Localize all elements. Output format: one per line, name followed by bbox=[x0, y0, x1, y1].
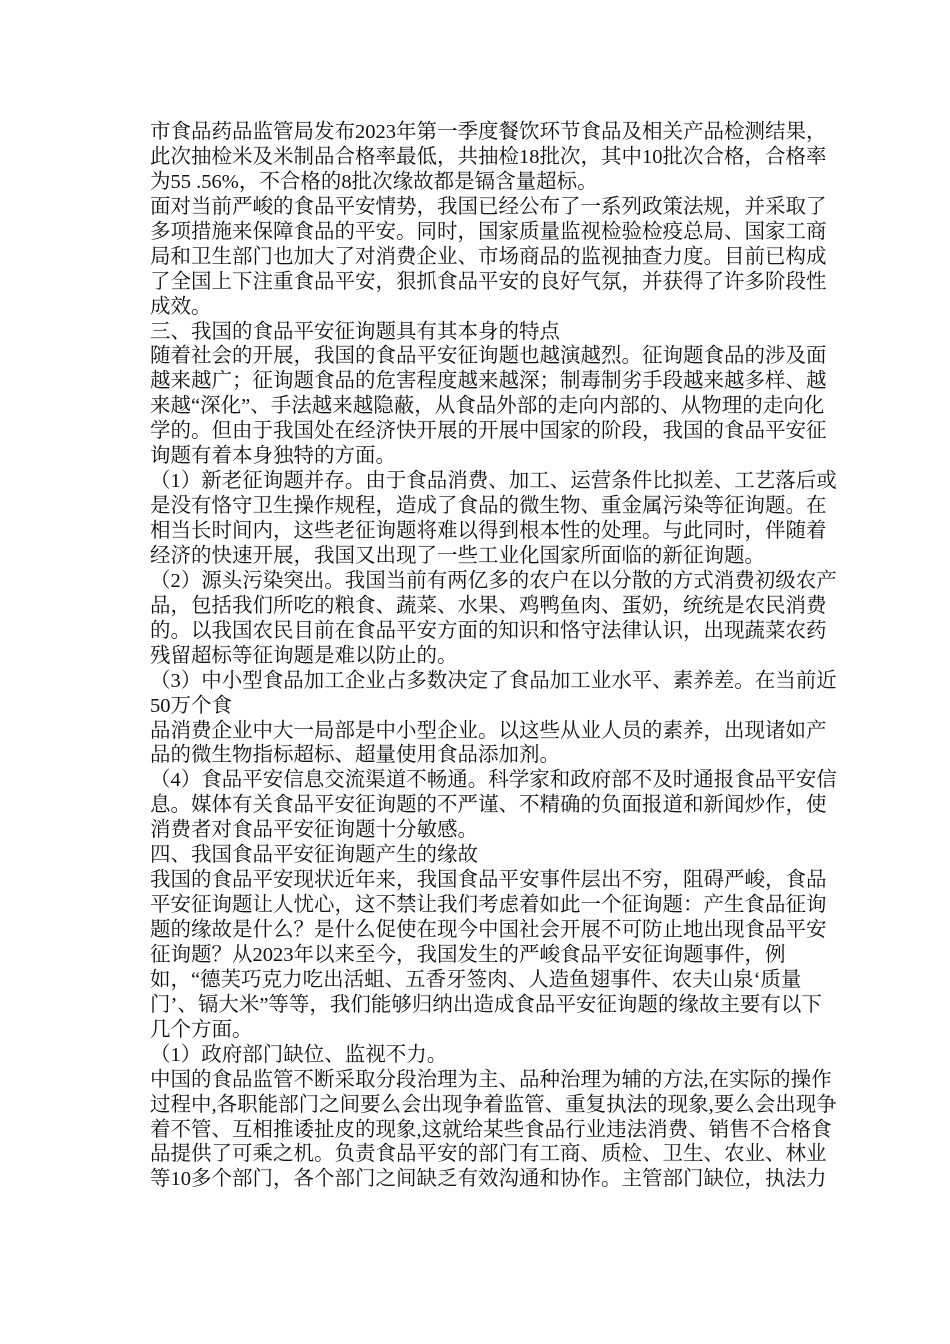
text-line: 我国的食品平安现状近年来，我国食品平安事件层出不穷，阻碍严峻，食品 bbox=[150, 869, 827, 892]
text-line: （1）新老征询题并存。由于食品消费、加工、运营条件比拟差、工艺落后或 bbox=[150, 470, 837, 493]
text-line: 如，“德芙巧克力吃出活蛆、五香牙签肉、人造鱼翅事件、农夫山泉‘质量 bbox=[150, 968, 802, 991]
text-line: 平安征询题让人忧心，这不禁让我们考虑着如此一个征询题：产生食品征询 bbox=[150, 894, 827, 917]
text-line: 三、我国的食品平安征询题具有其本身的特点 bbox=[150, 320, 560, 343]
text-line: 残留超标等征询题是难以防止的。 bbox=[150, 644, 458, 667]
text-line: （1）政府部门缺位、监视不力。 bbox=[150, 1043, 448, 1066]
text-line: （3）中小型食品加工企业占多数决定了食品加工业水平、素养差。在当前近 bbox=[150, 669, 837, 692]
text-line: 学的。但由于我国处在经济快开展的开展中国家的阶段，我国的食品平安征 bbox=[150, 420, 827, 443]
text-line: （2）源头污染突出。我国当前有两亿多的农户在以分散的方式消费初级农产 bbox=[150, 569, 837, 592]
text-line: 品，包括我们所吃的粮食、蔬菜、水果、鸡鸭鱼肉、蛋奶，统统是农民消费 bbox=[150, 594, 827, 617]
text-line: 息。媒体有关食品平安征询题的不严谨、不精确的负面报道和新闻炒作，使 bbox=[150, 794, 827, 817]
text-line: 局和卫生部门也加大了对消费企业、市场商品的监视抽查力度。目前已构成 bbox=[150, 245, 827, 268]
text-line: 几个方面。 bbox=[150, 1018, 253, 1041]
text-line: 多项措施来保障食品的平安。同时，国家质量监视检验检疫总局、国家工商 bbox=[150, 220, 827, 243]
text-line: 中国的食品监管不断采取分段治理为主、品种治理为辅的方法,在实际的操作 bbox=[150, 1068, 832, 1091]
text-line: 四、我国食品平安征询题产生的缘故 bbox=[150, 844, 478, 867]
text-line: 成效。 bbox=[150, 295, 212, 318]
text-line: 50万个食 bbox=[150, 694, 232, 717]
text-line: 消费者对食品平安征询题十分敏感。 bbox=[150, 819, 478, 842]
text-line: （4）食品平安信息交流渠道不畅通。科学家和政府部不及时通报食品平安信 bbox=[150, 769, 837, 792]
text-line: 了全国上下注重食品平安，狠抓食品平安的良好气氛，并获得了许多阶段性 bbox=[150, 270, 827, 293]
text-line: 此次抽检米及米制品合格率最低，共抽检18批次，其中10批次合格，合格率 bbox=[150, 145, 827, 168]
text-line: 相当长时间内，这些老征询题将难以得到根本性的处理。与此同时，伴随着 bbox=[150, 520, 827, 542]
text-line: 品的微生物指标超标、超量使用食品添加剂。 bbox=[150, 744, 560, 767]
text-line: 越来越广；征询题食品的危害程度越来越深；制毒制劣手段越来越多样、越 bbox=[150, 370, 827, 393]
document-body bbox=[150, 120, 837, 1192]
text-line: 的。以我国农民目前在食品平安方面的知识和恪守法律认识，出现蔬菜农药 bbox=[150, 619, 827, 642]
text-line: 征询题？从2023年以来至今，我国发生的严峻食品平安征询题事件，例 bbox=[150, 943, 786, 966]
text-line: 来越“深化”、手法越来越隐蔽，从食品外部的走向内部的、从物理的走向化 bbox=[150, 395, 825, 418]
text-line: 题的缘故是什么？是什么促使在现今中国社会开展不可防止地出现食品平安 bbox=[150, 919, 827, 941]
text-line: 是没有恪守卫生操作规程，造成了食品的微生物、重金属污染等征询题。在 bbox=[150, 495, 827, 518]
text-line: 等10多个部门，各个部门之间缺乏有效沟通和协作。主管部门缺位，执法力 bbox=[150, 1168, 827, 1191]
text-line: 市食品药品监管局发布2023年第一季度餐饮环节食品及相关产品检测结果， bbox=[150, 121, 827, 143]
text-line: 品提供了可乘之机。负责食品平安的部门有工商、质检、卫生、农业、林业 bbox=[150, 1143, 827, 1166]
text-line: 门’、镉大米”等等，我们能够归纳出造成食品平安征询题的缘故主要有以下 bbox=[150, 993, 822, 1016]
text-line: 询题有着本身独特的方面。 bbox=[150, 445, 396, 468]
text-line: 随着社会的开展，我国的食品平安征询题也越演越烈。征询题食品的涉及面 bbox=[150, 345, 827, 368]
text-line: 着不管、互相推诿扯皮的现象,这就给某些食品行业违法消费、销售不合格食 bbox=[150, 1118, 832, 1141]
text-line: 品消费企业中大一局部是中小型企业。以这些从业人员的素养，出现诸如产 bbox=[150, 719, 827, 742]
text-line: 为55 .56%，不合格的8批次缘故都是镉含量超标。 bbox=[150, 170, 598, 193]
text-line: 经济的快速开展，我国又出现了一些工业化国家所面临的新征询题。 bbox=[150, 544, 765, 567]
text-line: 过程中,各职能部门之间要么会出现争着监管、重复执法的现象,要么会出现争 bbox=[150, 1093, 837, 1116]
text-line: 面对当前严峻的食品平安情势，我国已经公布了一系列政策法规，并采取了 bbox=[150, 195, 827, 218]
